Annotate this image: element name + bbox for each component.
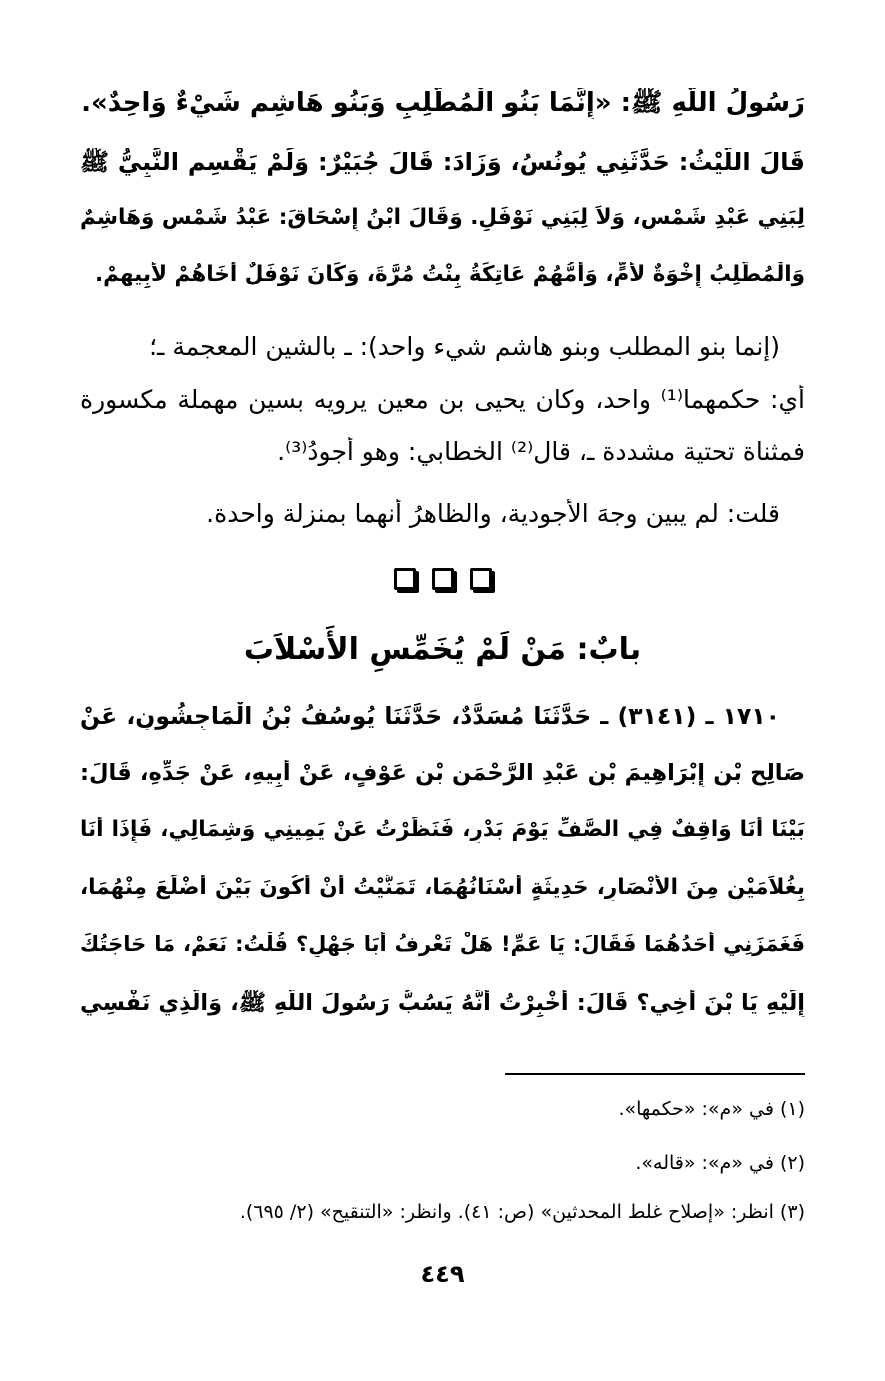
footnote-2: (٢) في «م»: «قاله». bbox=[635, 1152, 805, 1174]
separator-square-icon bbox=[470, 568, 492, 590]
hadith-line-4: بِغُلاَمَيْنِ مِنَ الأَنْصَارِ، حَدِيثَةٍ أَسْنَانُهُمَا، تَمَنَّيْتُ أَنْ أَكُونَ بَيْنَ أَضْلَعَ مِنْهُمَا، bbox=[80, 875, 805, 900]
hadith-line-6: إِلَيْهِ يَا بْنَ أَخِي؟ قَالَ: أُخْبِرْتُ أَنَّهُ يَسُبُّ رَسُولَ اللَّهِ ﷺ، وَالَّذِي نَفْسِي bbox=[80, 990, 805, 1016]
commentary-line-4: قلت: لم يبين وجهَ الأجودية، والظاهرُ أنهما بمنزلة واحدة. bbox=[206, 499, 780, 528]
separator-square-icon bbox=[432, 568, 454, 590]
footnote-divider bbox=[505, 1073, 805, 1075]
page-number: ٤٤٩ bbox=[420, 1260, 465, 1288]
commentary-line-3: فمثناة تحتية مشددة ـ، قال⁽²⁾ الخطابي: وهو أجودُ⁽³⁾. bbox=[277, 437, 805, 466]
footnote-1: (١) في «م»: «حكمها». bbox=[618, 1098, 805, 1120]
hadith-line-2: صَالِحِ بْنِ إِبْرَاهِيمَ بْنِ عَبْدِ الرَّحْمَنِ بْنِ عَوْفٍ، عَنْ أَبِيهِ، عَنْ جَدِّهِ، قَالَ: bbox=[80, 760, 805, 786]
hadith-line-5: فَغَمَزَنِي أَحَدُهُمَا فَقَالَ: يَا عَمِّ! هَلْ تَعْرِفُ أَبَا جَهْلٍ؟ قُلْتُ: نَعَمْ، مَا حَاجَتُكَ bbox=[80, 932, 805, 956]
text-line-p1-1: رَسُولُ اللَّهِ ﷺ: «إِنَّمَا بَنُو الْمُطَّلِبِ وَبَنُو هَاشِمٍ شَيْءٌ وَاحِدٌ». bbox=[81, 88, 805, 118]
footnote-3: (٣) انظر: «إصلاح غلط المحدثين» (ص: ٤١). وانظر: «التنقيح» (٢/ ٦٩٥). bbox=[239, 1201, 805, 1223]
section-separator bbox=[0, 568, 885, 590]
text-line-p1-4: وَالْمُطَّلِبُ إِخْوَةٌ لأُمٍّ، وَأُمُّهُمْ عَاتِكَةُ بِنْتُ مُرَّةَ، وَكَانَ نَوْفَلٌ أَخَاهُمْ لأَبِيهِمْ. bbox=[94, 262, 805, 287]
text-line-p1-3: لِبَنِي عَبْدِ شَمْسٍ، وَلاَ لِبَنِي نَوْفَلٍ. وَقَالَ ابْنُ إِسْحَاقَ: عَبْدُ شَمْسٍ وَهَاشِمٌ bbox=[80, 205, 805, 230]
hadith-line-1: ١٧١٠ ـ (٣١٤١) ـ حَدَّثَنَا مُسَدَّدٌ، حَدَّثَنَا يُوسُفُ بْنُ الْمَاجِشُونِ، عَنْ bbox=[80, 702, 780, 730]
hadith-line-3: بَيْنَا أَنَا وَاقِفٌ فِي الصَّفِّ يَوْمَ بَدْرٍ، فَنَظَرْتُ عَنْ يَمِينِي وَشِمَالِي، فَإِذَا أَنَا bbox=[80, 817, 805, 842]
separator-square-icon bbox=[394, 568, 416, 590]
chapter-title: بابٌ: مَنْ لَمْ يُخَمِّسِ الأَسْلاَبَ bbox=[243, 632, 642, 667]
commentary-line-2: أي: حكمهما⁽¹⁾ واحد، وكان يحيى بن معين يرويه بسين مهملة مكسورة bbox=[80, 385, 805, 414]
commentary-line-1: (إنما بنو المطلب وبنو هاشم شيء واحد): ـ بالشين المعجمة ـ؛ bbox=[149, 332, 780, 361]
text-line-p1-2: قَالَ اللَّيْثُ: حَدَّثَنِي يُونُسُ، وَزَادَ: قَالَ جُبَيْرٌ: وَلَمْ يَقْسِمِ النَّبِيُّ ﷺ bbox=[80, 148, 805, 176]
